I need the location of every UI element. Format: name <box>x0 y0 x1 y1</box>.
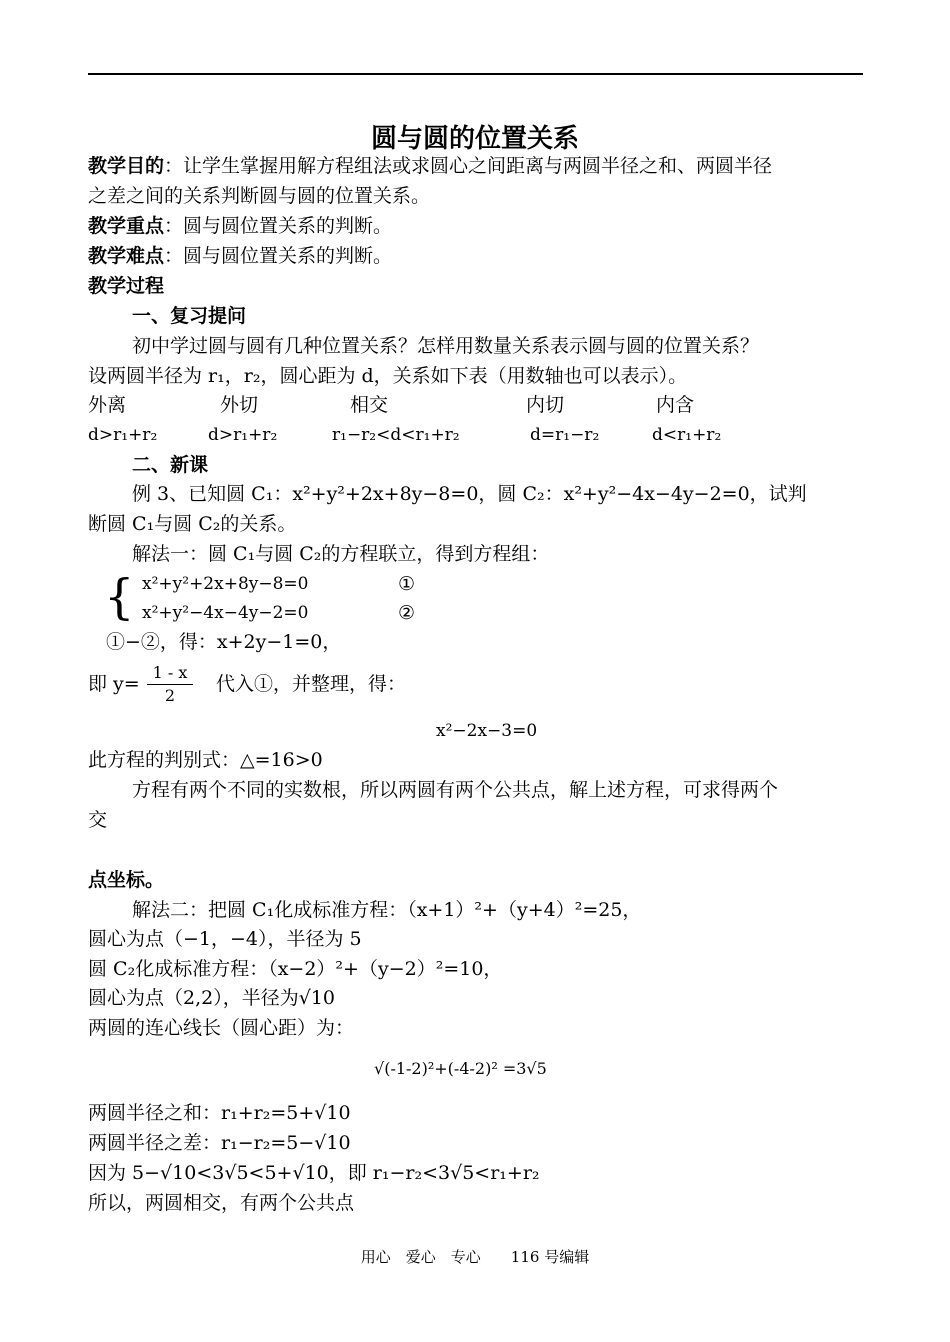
key-label: 教学重点 <box>88 215 165 237</box>
section1-heading: 一、复习提问 <box>132 305 247 327</box>
relation-cond-2: d>r₁+r₂ <box>208 425 278 445</box>
y-fraction <box>147 662 193 707</box>
fraction-denominator: 2 <box>164 686 176 705</box>
relation-name-3: 相交 <box>350 394 389 416</box>
relation-cond-4: d=r₁−r₂ <box>530 425 600 445</box>
method2-line-4: 圆心为点（2,2），半径为√10 <box>88 987 336 1009</box>
section2-heading: 二、新课 <box>132 454 209 476</box>
equation-1-tag: ① <box>398 573 416 595</box>
goal-line-2: 之差之间的关系判断圆与圆的位置关系。 <box>88 185 431 207</box>
process-heading: 教学过程 <box>88 275 165 297</box>
method2-line-2: 圆心为点（−1，−4），半径为 5 <box>88 928 362 950</box>
fraction-numerator: 1 - x <box>147 662 193 685</box>
y-prefix: 即 y= <box>88 673 140 695</box>
relation-cond-5: d<r₁+r₂ <box>652 425 722 445</box>
key-line <box>88 213 392 239</box>
conclusion-line-3: 点坐标。 <box>88 869 165 891</box>
distance-formula: √(-1-2)²+(-4-2)² =3√5 <box>374 1059 547 1078</box>
page-footer: 用心 爱心 专心 116 号编辑 <box>360 1248 590 1266</box>
final-line: 所以，两圆相交，有两个公共点 <box>88 1192 355 1214</box>
relation-cond-1: d>r₁+r₂ <box>88 425 158 445</box>
relation-name-2: 外切 <box>220 394 259 416</box>
radius-sum-line: 两圆半径之和：r₁+r₂=5+√10 <box>88 1102 351 1124</box>
method1-intro: 解法一：圆 C₁与圆 C₂的方程联立，得到方程组： <box>132 543 550 565</box>
goal-label: 教学目的 <box>88 155 165 177</box>
goal-line <box>88 153 772 179</box>
review-question: 初中学过圆与圆有几种位置关系？怎样用数量关系表示圆与圆的位置关系？ <box>132 335 760 357</box>
subtract-line: ①−②，得：x+2y−1=0， <box>106 631 342 653</box>
example-line-1: 例 3、已知圆 C₁：x²+y²+2x+8y−8=0，圆 C₂：x²+y²−4x−4y−2=0，试判 <box>132 483 807 505</box>
key-text: ：圆与圆位置关系的判断。 <box>164 215 393 237</box>
conclusion-line-2: 交 <box>88 809 108 831</box>
substitute-line: 代入①，并整理，得： <box>216 673 407 695</box>
radius-diff-line: 两圆半径之差：r₁−r₂=5−√10 <box>88 1132 351 1154</box>
header-rule <box>88 73 863 75</box>
review-setup: 设两圆半径为 r₁，r₂，圆心距为 d，关系如下表（用数轴也可以表示）。 <box>88 365 688 387</box>
equation-2: x²+y²−4x−4y−2=0 <box>142 603 309 623</box>
because-line: 因为 5−√10<3√5<5+√10，即 r₁−r₂<3√5<r₁+r₂ <box>88 1162 540 1184</box>
example-line-2: 断圆 C₁与圆 C₂的关系。 <box>88 513 297 535</box>
equation-1: x²+y²+2x+8y−8=0 <box>142 574 309 594</box>
method2-line-3: 圆 C₂化成标准方程：（x−2）²+（y−2）²=10， <box>88 958 503 980</box>
difficulty-label: 教学难点 <box>88 245 165 267</box>
relation-cond-3: r₁−r₂<d<r₁+r₂ <box>332 425 460 445</box>
relation-name-5: 内含 <box>656 394 695 416</box>
method2-line-1: 解法二：把圆 C₁化成标准方程：（x+1）²+（y+4）²=25， <box>132 899 642 921</box>
discriminant-line: 此方程的判别式：△=16>0 <box>88 749 323 771</box>
brace-symbol: { <box>104 569 135 625</box>
difficulty-text: ：圆与圆位置关系的判断。 <box>164 245 393 267</box>
goal-text: ：让学生掌握用解方程组法或求圆心之间距离与两圆半径之和、两圆半径 <box>164 155 773 177</box>
conclusion-line-1: 方程有两个不同的实数根，所以两圆有两个公共点，解上述方程，可求得两个 <box>132 779 779 801</box>
difficulty-line <box>88 243 392 269</box>
equation-2-tag: ② <box>398 602 416 624</box>
quadratic-equation: x²−2x−3=0 <box>436 721 538 741</box>
relation-name-4: 内切 <box>526 394 565 416</box>
page-title: 圆与圆的位置关系 <box>370 124 579 154</box>
relation-name-1: 外离 <box>88 394 127 416</box>
method2-line-5: 两圆的连心线长（圆心距）为： <box>88 1017 355 1039</box>
